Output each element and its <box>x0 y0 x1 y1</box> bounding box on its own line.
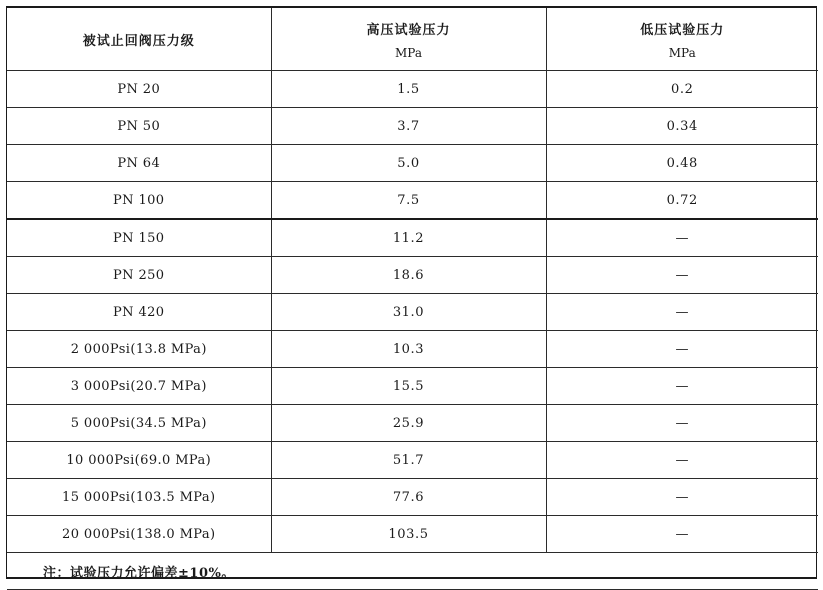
cell-high-pressure: 25.9 <box>271 405 546 442</box>
header-low-pressure <box>546 8 818 71</box>
header-high-pressure-label: 高压试验压力 <box>366 22 451 38</box>
cell-pressure-class: PN 250 <box>7 257 271 294</box>
table-row <box>7 71 818 108</box>
cell-high-pressure: 7.5 <box>271 182 546 220</box>
header-high-pressure-unit: MPa <box>395 45 422 60</box>
cell-pressure-class: 10 000Psi(69.0 MPa) <box>7 442 271 479</box>
cell-low-pressure: — <box>546 405 818 442</box>
cell-high-pressure: 31.0 <box>271 294 546 331</box>
cell-pressure-class: 5 000Psi(34.5 MPa) <box>7 405 271 442</box>
cell-high-pressure: 51.7 <box>271 442 546 479</box>
table-row <box>7 479 818 516</box>
cell-low-pressure: — <box>546 368 818 405</box>
header-pressure-class <box>7 8 271 71</box>
table-row <box>7 516 818 553</box>
cell-high-pressure: 103.5 <box>271 516 546 553</box>
cell-high-pressure: 77.6 <box>271 479 546 516</box>
table-row <box>7 257 818 294</box>
table-row <box>7 442 818 479</box>
header-low-pressure-unit: MPa <box>668 45 696 60</box>
header-high-pressure <box>271 8 546 71</box>
header-low-pressure-label: 低压试验压力 <box>640 22 725 38</box>
table-note: 注：试验压力允许偏差±10%。 <box>7 553 818 590</box>
cell-high-pressure: 18.6 <box>271 257 546 294</box>
cell-pressure-class: PN 420 <box>7 294 271 331</box>
cell-pressure-class: PN 150 <box>7 219 271 257</box>
cell-high-pressure: 3.7 <box>271 108 546 145</box>
cell-low-pressure: — <box>546 479 818 516</box>
cell-low-pressure: — <box>546 219 818 257</box>
table-row <box>7 108 818 145</box>
cell-low-pressure: — <box>546 257 818 294</box>
cell-pressure-class: 2 000Psi(13.8 MPa) <box>7 331 271 368</box>
table-row <box>7 182 818 220</box>
cell-low-pressure: — <box>546 442 818 479</box>
cell-low-pressure: 0.2 <box>546 71 818 108</box>
cell-high-pressure: 11.2 <box>271 219 546 257</box>
table-row <box>7 145 818 182</box>
cell-high-pressure: 10.3 <box>271 331 546 368</box>
table-note-row <box>7 553 818 590</box>
cell-pressure-class: 15 000Psi(103.5 MPa) <box>7 479 271 516</box>
test-pressure-table-frame <box>6 6 817 579</box>
cell-high-pressure: 5.0 <box>271 145 546 182</box>
table-row <box>7 331 818 368</box>
cell-high-pressure: 15.5 <box>271 368 546 405</box>
table-row <box>7 368 818 405</box>
cell-pressure-class: PN 50 <box>7 108 271 145</box>
cell-low-pressure: 0.34 <box>546 108 818 145</box>
cell-low-pressure: 0.72 <box>546 182 818 220</box>
cell-pressure-class: PN 20 <box>7 71 271 108</box>
cell-high-pressure: 1.5 <box>271 71 546 108</box>
table-row <box>7 294 818 331</box>
cell-pressure-class: PN 64 <box>7 145 271 182</box>
header-pressure-class-label: 被试止回阀压力级 <box>82 33 195 49</box>
table-header-row <box>7 8 818 71</box>
table-row <box>7 405 818 442</box>
cell-pressure-class: 3 000Psi(20.7 MPa) <box>7 368 271 405</box>
cell-pressure-class: PN 100 <box>7 182 271 220</box>
cell-low-pressure: — <box>546 516 818 553</box>
cell-low-pressure: 0.48 <box>546 145 818 182</box>
cell-pressure-class: 20 000Psi(138.0 MPa) <box>7 516 271 553</box>
table-row <box>7 219 818 257</box>
cell-low-pressure: — <box>546 294 818 331</box>
test-pressure-table <box>7 8 818 590</box>
cell-low-pressure: — <box>546 331 818 368</box>
